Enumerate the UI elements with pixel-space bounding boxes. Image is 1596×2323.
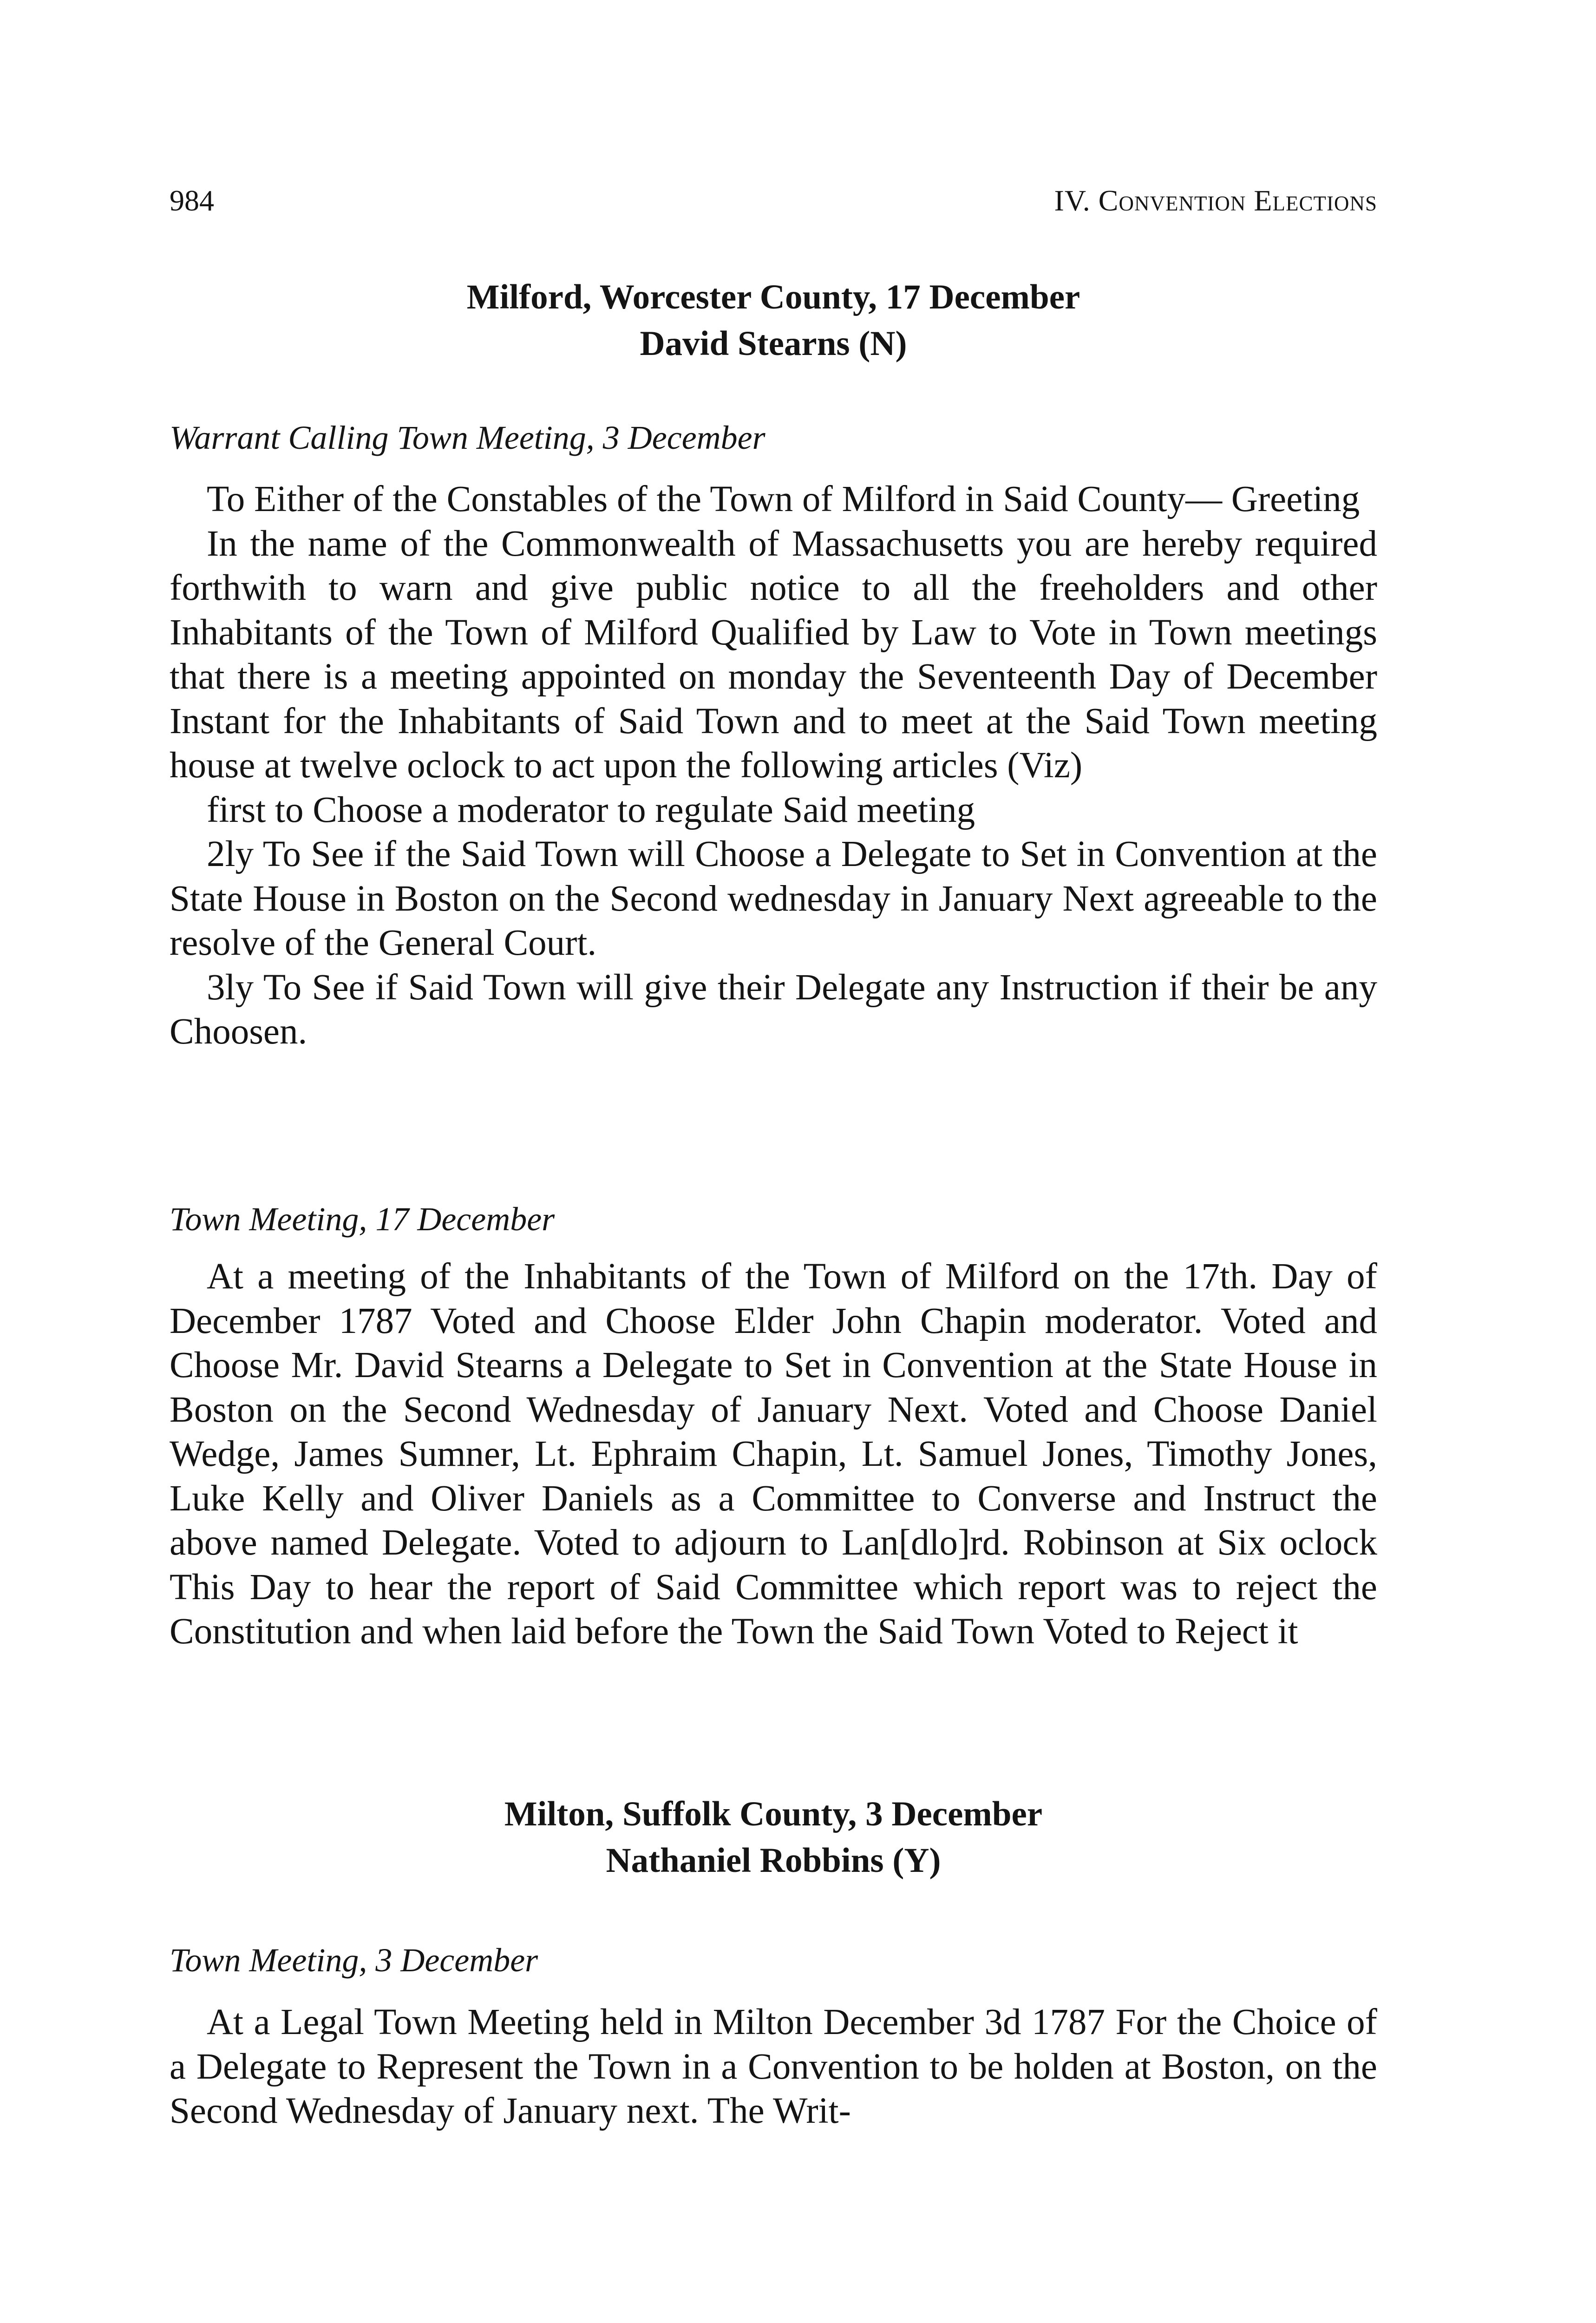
meeting-paragraph: At a Legal Town Meeting held in Milton December 3d 1787 For the Choice of a Delegate to Represent the Town in a Convention to be holden at Boston, on the Second Wednesday of January next. The Writ- bbox=[170, 2002, 1377, 2131]
milford-meeting-title: Town Meeting, 17 December bbox=[170, 1201, 555, 1238]
milford-warrant-text bbox=[170, 477, 1377, 1054]
milford-heading-place: Milford, Worcester County, 17 December bbox=[466, 278, 1080, 316]
warrant-paragraph: 3ly To See if Said Town will give their Delegate any Instruction if their be any Choosen. bbox=[170, 967, 1377, 1052]
warrant-paragraph: 2ly To See if the Said Town will Choose a Delegate to Set in Convention at the State House in Boston on the Second wednesday in January Next agreeable to the resolve of the General Court. bbox=[170, 834, 1377, 963]
section-title: IV. Convention Elections bbox=[1054, 184, 1377, 217]
milton-heading-place: Milton, Suffolk County, 3 December bbox=[504, 1795, 1043, 1833]
milton-meeting-title: Town Meeting, 3 December bbox=[170, 1942, 538, 1979]
warrant-paragraph: first to Choose a moderator to regulate Said meeting bbox=[207, 789, 975, 830]
warrant-paragraph: To Either of the Constables of the Town of Milford in Said County— Greeting bbox=[207, 479, 1360, 519]
milford-meeting-text bbox=[170, 1254, 1377, 1654]
milford-heading bbox=[170, 274, 1377, 367]
page-number: 984 bbox=[170, 184, 214, 217]
milton-heading-delegate: Nathaniel Robbins (Y) bbox=[606, 1841, 941, 1880]
milford-heading-delegate: David Stearns (N) bbox=[640, 324, 907, 363]
meeting-paragraph: At a meeting of the Inhabitants of the Town of Milford on the 17th. Day of December 1787 Voted and Choose Elder John Chapin moderator. Voted and Choose Mr. David Stearns a Delegate to Set in Convention at the State House in Boston on the Second Wednesday of January Next. Voted and Choose Daniel Wedge, James Sumner, Lt. Ephraim Chapin, Lt. Samuel Jones, Timothy Jones, Luke Kelly and Oliver Daniels as a Committee to Converse and Instruct the above named Delegate. Voted to adjourn to Lan[dlo]rd. Robinson at Six oclock This Day to hear the report of Said Committee which report was to reject the Constitution and when laid before the Town the Said Town Voted to Reject it bbox=[170, 1256, 1377, 1652]
running-head bbox=[170, 184, 1377, 230]
milton-meeting-text bbox=[170, 2000, 1377, 2133]
warrant-paragraph: In the name of the Commonwealth of Massachusetts you are hereby required forthwith to warn and give public notice to all the freeholders and other Inhabitants of the Town of Milford Qualified by Law to Vote in Town meetings that there is a meeting appointed on monday the Seventeenth Day of December Instant for the Inhabitants of Said Town and to meet at the Said Town meeting house at twelve oclock to act upon the following articles (Viz) bbox=[170, 523, 1377, 786]
milford-warrant-title: Warrant Calling Town Meeting, 3 December bbox=[170, 419, 765, 456]
milton-heading bbox=[170, 1791, 1377, 1884]
